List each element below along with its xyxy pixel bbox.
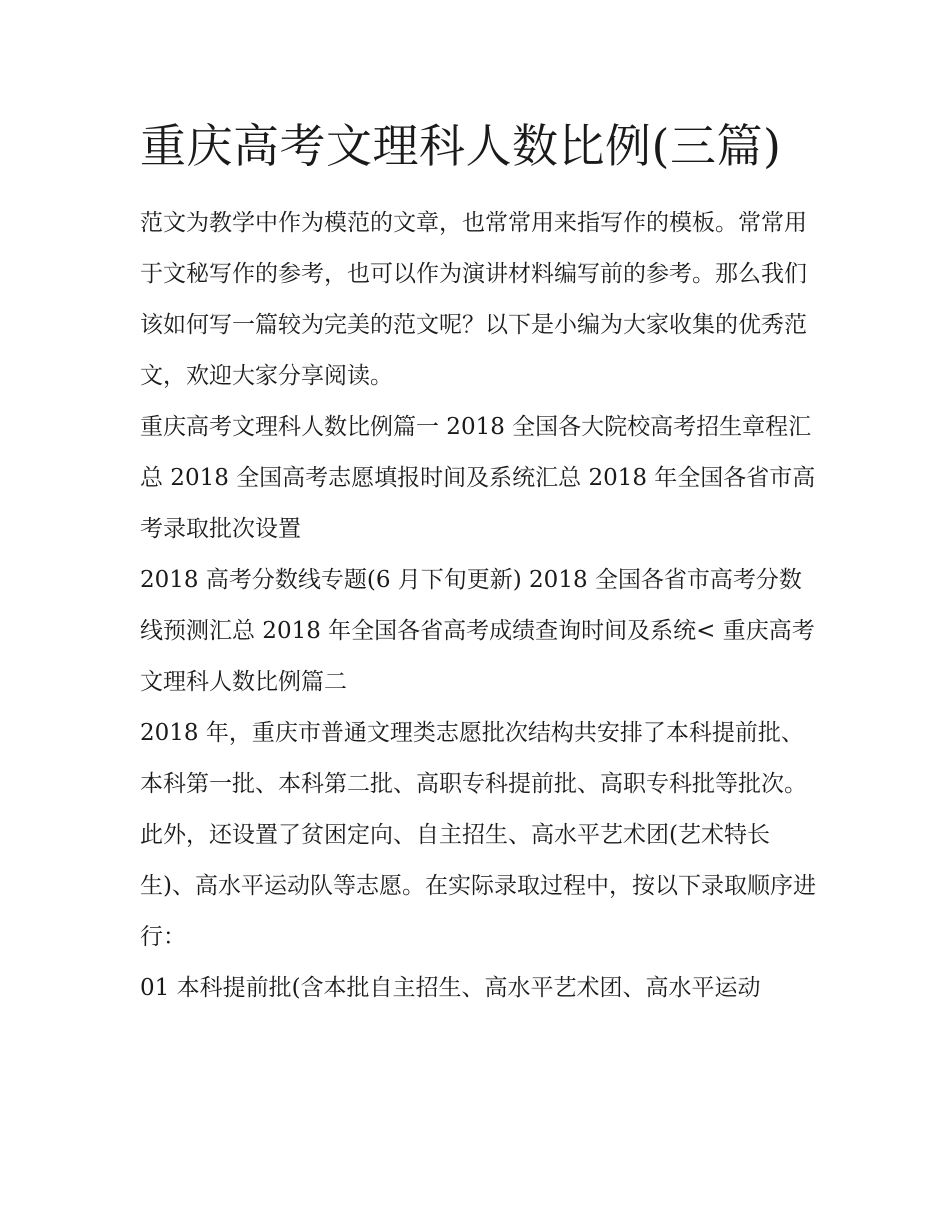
paragraph-batch-structure: 2018 年，重庆市普通文理类志愿批次结构共安排了本科提前批、本科第一批、本科第二批、高职专科提前批、高职专科批等批次。此外，还设置了贫困定向、自主招生、高水平艺术团(艺术特长生)、高水平运动队等志愿。在实际录取过程中，按以下录取顺序进行：	[140, 720, 816, 950]
paragraph-part-one: 重庆高考文理科人数比例篇一 2018 全国各大院校高考招生章程汇总 2018 全国高考志愿填报时间及系统汇总 2018 年全国各省市高考录取批次设置	[140, 414, 816, 542]
paragraph-admission-order: 01 本科提前批(含本批自主招生、高水平艺术团、高水平运动	[140, 975, 761, 1001]
paragraph-score-lines: 2018 高考分数线专题(6 月下旬更新) 2018 全国各省市高考分数线预测汇总 2018 年全国各省高考成绩查询时间及系统< 重庆高考文理科人数比例篇二	[140, 567, 815, 695]
document-title: 重庆高考文理科人数比例(三篇)	[140, 119, 782, 173]
paragraph-intro: 范文为教学中作为模范的文章，也常常用来指写作的模板。常常用于文秘写作的参考，也可以作为演讲材料编写前的参考。那么我们该如何写一篇较为完美的范文呢？以下是小编为大家收集的优秀范文，欢迎大家分享阅读。	[140, 210, 807, 389]
document-body	[140, 112, 820, 1014]
